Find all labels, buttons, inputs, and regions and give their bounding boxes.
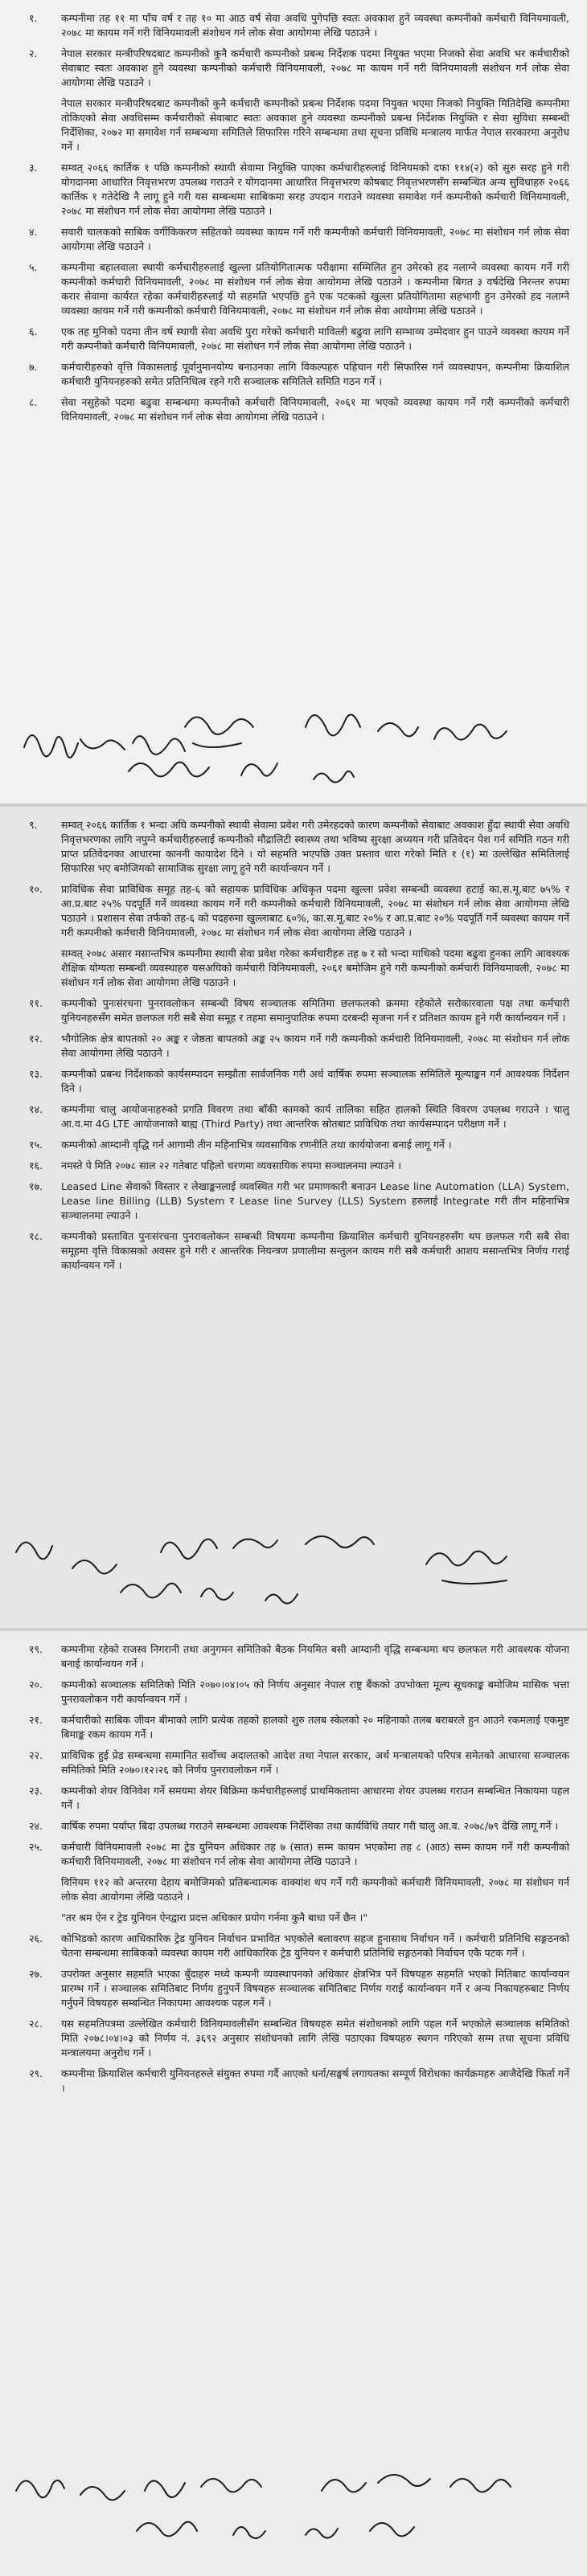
point-number: २३. (29, 1785, 43, 1797)
agreement-point (18, 1642, 569, 1671)
point-text: विनियम ११२ को अन्तरमा देहाय बमोजिमको प्रतिबन्धात्मक वाक्यांश थप गर्ने गरी कम्पनीको कर्मचारी विनियमावली, २०७८ मा संशोधन गर्न लोक सेवा आयोगमा लेखि पठाउने । (61, 1876, 569, 1903)
point-number: १. (29, 12, 38, 24)
signature-block (0, 683, 587, 803)
document-page-3 (0, 1631, 587, 2576)
signature-4 (137, 2522, 414, 2538)
point-number: १८. (29, 1230, 43, 1242)
point-text: कम्पनीको शेयर विनिवेश गर्ने समयमा शेयर बिक्रिमा कर्मचारीहरुलाई प्राथमिकतामा आधारमा शेयर उपलब्ध गराउन सम्बन्धित निकायमा पहल गर्ने । (61, 1785, 569, 1811)
point-text: सवारी चालकको साबिक वर्गीकिकरण सहितको व्यवस्था कायम गर्ने गरी कम्पनीको कर्मचारी विनियमावली, २०७८ मा संशोधन गर्न लोक सेवा आयोगमा लेखि पठाउने । (61, 226, 569, 252)
document-page-1 (0, 0, 587, 803)
agreement-point (18, 1875, 569, 1904)
signatures-graphic (0, 2443, 587, 2563)
point-text: कम्पनीको पुनःसंरचना पुनरावलोकन सम्बन्धी विषय सञ्चालक समितिमा छलफलको क्रममा रहेकोले सरोकारवाला पक्ष तथा कर्मचारी युनियनहरुसँग समेत छलफल गरी सबै सेवा समूह र तहमा समानुपातिक रुपमा दरबन्दी सृजना गर्न र प्रतिशत कायम हुने गरी कार्यान्वयन गर्ने । (61, 997, 569, 1024)
point-text: कर्मचारी विनियमावली २०७८ मा ट्रेड युनियन अधिकार तह ७ (सात) सम्म कायम भएकोमा तह ८ (आठ) सम्म कायम गर्ने गरी कम्पनीको कर्मचारी विनियमावली, २०७८ मा संशोधन गर्न लोक सेवा आयोगमा लेखि पठाउने । (61, 1841, 569, 1867)
point-number: २. (29, 47, 38, 59)
point-text: "तर श्रम ऐन र ट्रेड युनियन ऐनद्वारा प्रदत्त अधिकार प्रयोग गर्नमा कुनै बाधा पर्ने छैन ।" (61, 1912, 368, 1924)
signature-1 (16, 2480, 125, 2500)
point-text: कम्पनीको प्रबन्ध निर्देशकको कार्यसम्पादन सम्झौता सार्वजनिक गरी अर्ध वार्षिक रुपमा सञ्चालक समितिले मूल्याङ्कन गर्न आवश्यक निर्देशन दिने । (61, 1068, 569, 1094)
point-text: नेपाल सरकार मन्त्रीपरिषदबाट कम्पनीको कुनै कर्मचारी कम्पनीको प्रबन्ध निर्देशक पदमा नियुक्त भएमा निजको सेवा अवधि भर कर्मचारीको सेवाबाट स्वतः अवकाश हुने व्यवस्था कम्पनीको कर्मचारी विनियमावली, २०७८ मा कायम गर्ने गरी विनियमावली संशोधन गर्न लोक सेवा आयोगमा लेखि पठाउने । (61, 47, 569, 88)
agreement-point (18, 1102, 569, 1131)
signature-3 (322, 2475, 511, 2492)
point-text: उपरोक्त अनुसार सहमति भएका बुँदाहरु मध्ये कम्पनी व्यवस्थापनको अधिकार क्षेत्रभित्र पर्ने विषयहरु सहमति भएको मितिबाट कार्यान्वयन प्रारम्भ गर्ने । सञ्चालक समितिबाट निर्णय हुनुपर्ने विषयहरु सञ्चालक समितिबाट निर्णय गराई कार्यान्वयन गर्ने र अन्य निकायहरुबाट निर्णय गर्नुपर्ने विषयहरु सम्बन्धित निकायमा आवश्यक पहल गर्ने । (61, 1968, 569, 2009)
point-number: १०. (29, 883, 43, 895)
agreement-point (18, 1819, 569, 1834)
point-number: ११. (29, 997, 43, 1009)
agreement-point (18, 260, 569, 318)
agreement-point (18, 1840, 569, 1869)
signature-3 (306, 714, 507, 739)
point-text: यस सहमतिपत्रमा उल्लेखित कर्मचारी विनियमावलीसँग सम्बन्धित विषयहरु समेत संशोधनको लागि पहल गर्ने भएकोले सञ्चालक समितिको मिति २०७८।०४।०३ को निर्णय नं. ३६९२ अनुसार संशोधनको लागि लेखि पठाएका विषयहरु स्थगन गरिएको सम्म तथा सूचना प्रविधि मन्त्रालयमा अनुरोध गर्ने । (61, 2018, 569, 2059)
point-text: सम्वत् २०७८ असार मसान्तभित्र कम्पनीमा स्थायी सेवा प्रवेश गरेका कर्मचारीहरु तह ७ र सो भन्दा माथिको पदमा बढुवा हुनका लागि आवश्यक शैक्षिक योग्यता सम्बन्धी व्यवस्थाहरु यसअघिको कर्मचारी विनियमावली, २०६१ बमोजिम हुने गरी कम्पनीको कर्मचारी विनियमावली, २०७८ मा संशोधन गर्न लोक सेवा आयोगमा लेखि पठाउने । (61, 947, 569, 988)
point-text: कम्पनीको आम्दानी वृद्धि गर्न आगामी तीन महिनाभित्र व्यवसायिक रणनीति तथा कार्ययोजना बनाई लागू गर्ने । (61, 1139, 452, 1151)
signature-4 (129, 763, 354, 783)
agreement-point (18, 1784, 569, 1813)
agreement-point (18, 360, 569, 389)
point-number (18, 96, 61, 154)
signature-2 (145, 2479, 261, 2497)
agreement-point (18, 1932, 569, 1961)
point-number: २८. (29, 2018, 43, 2030)
point-number (18, 947, 61, 990)
agreement-point (18, 325, 569, 354)
agreement-point (18, 1967, 569, 2010)
agreement-point (18, 2017, 569, 2060)
point-text: एक तह मुनिको पदमा तीन वर्ष स्थायी सेवा अवधि पुरा गरेको कर्मचारी मावित्ली बढुवा लागि सम्भाव्य उम्मेदवार हुन पाउने व्यवस्था कायम गर्ने गरी कम्पनीको कर्मचारी विनियमावली, २०७८ मा संशोधन गर्न लोक सेवा आयोगमा लेखि पठाउने । (61, 325, 569, 352)
agreement-point (18, 1032, 569, 1061)
point-text: भौगोलिक क्षेत्र बापतको २० अङ्क र जेष्ठता बापतको अङ्क २५ कायम गर्ने गरी कम्पनीको कर्मचारी विनियमावली, २०७८ मा संशोधन गर्न लोक सेवा आयोगमा लेखि पठाउने । (61, 1032, 569, 1059)
agreement-point (18, 1678, 569, 1707)
point-number (18, 1875, 61, 1904)
point-number: ६. (29, 325, 38, 337)
point-text: कम्पनीको सञ्चालक समितिको मिति २०७०।०४।०५ को निर्णय अनुसार नेपाल राष्ट्र बैंकको उपभोक्ता मूल्य सूचकाङ्क बमोजिम मासिक भत्ता पुनरावलोकन गरी कार्यान्वयन गर्ने । (61, 1678, 569, 1705)
agreement-point (18, 1911, 569, 1925)
point-text: कम्पनीमा रहेको राजस्व निगरानी तथा अनुगमन समितिको बैठक नियमित बसी आम्दानी वृद्धि सम्बन्धमा थप छलफल गरी आवश्यक योजना बनाई कार्यान्वयन गर्ने । (61, 1643, 569, 1670)
agreement-point (18, 882, 569, 940)
point-text: कम्पनीमा तह ११ मा पाँच वर्ष र तह १० मा आठ वर्ष सेवा अवधि पुगेपछि स्वतः अवकाश हुने व्यवस्था कम्पनीको कर्मचारी विनियमावली, २०७८ मा कायम गर्ने गरी विनियमावली संशोधन गर्न लोक सेवा आयोगमा लेखि पठाउने । (61, 12, 569, 39)
signature-2 (185, 718, 253, 748)
agreement-point (18, 1713, 569, 1742)
agreement-point (18, 1159, 569, 1173)
point-text: कम्पनीको प्रस्तावित पुनःसंरचना पुनरावलोकन सम्बन्धी विषयमा कम्पनीमा क्रियाशिल कर्मचारी युनियनहरुसँग थप छलफल गरी सबै सेवा समूहमा वृत्ति विकासको अवसर हुने गरी र आन्तरिक नियन्त्रण प्रणालीमा सन्तुलन कायम गरी सबै कर्मचारी आशय मसान्तभित्र निर्णय गराई कार्यान्वयन गर्ने । (61, 1230, 569, 1271)
agreement-point (18, 11, 569, 40)
agreement-point (18, 96, 569, 154)
agreement-point (18, 225, 569, 254)
agreement-point (18, 818, 569, 876)
point-text: सम्वत् २०६६ कार्तिक १ भन्दा अघि कम्पनीको स्थायी सेवामा प्रवेश गरी उमेरहदको कारण कम्पनीको सेवाबाट अवकाश हुँदा स्थायी सेवा अवधि निवृत्तभरणका लागि नपुग्ने कर्मचारीहरुलाई कम्पनीको मौद्रालिटी स्वास्थ्य तथा भविष्य सुरक्षा अध्ययन गरी प्रतिवेदन पेश गर्न समिति गठन गरी प्राप्त प्रतिवेदनका आधारमा काननी कायादेश दिने । यो सहमति भएपछि उक्त प्रस्ताव धारा गरेको मिति १ (१) मा उल्लेखित समितिलाई सिफारिस भए बमोजिमको सामाजिक सुरक्षा लागू हुने गरी कार्यान्वयन गर्ने । (61, 819, 569, 874)
point-number: २७. (29, 1968, 43, 1980)
point-text: Leased Line सेवाको विस्तार र लेखाङ्कनलाई व्यवस्थित गरी भर प्रमाणकारी बनाउन Lease line Automation (LLA) System, Lease line Billing (LLB) System र Lease line Survey (LLS) System हरुलाई Integrate गरी तीन महिनाभित्र सञ्चालनमा ल्याउने । (61, 1180, 569, 1221)
point-text: कर्मचारीहरुको वृत्ति विकासलाई पूर्वानुमानयोग्य बनाउनका लागि विकल्पहरु पहिचान गरी सिफारिस गर्न व्यवस्थापन, कम्पनीमा क्रियाशिल कर्मचारी युनियनहरुको समेत प्रतिनिधित्व रहने गरी सञ्चालक समितिले समिति गठन गर्ने । (61, 361, 569, 387)
point-text: कम्पनीमा चालु आयोजनाहरुको प्रगति विवरण तथा बाँकी कामको कार्य तालिका सहित हालको स्थिति विवरण उपलब्ध गराउने । चालु आ.व.मा 4G LTE आयोजनाको बाह्य (Third Party) तथा आन्तरिक स्रोतबाट प्राविधिक तथा कार्यसम्पादन परीक्षण गर्ने । (61, 1103, 569, 1130)
point-number: १४. (29, 1103, 43, 1115)
point-number: ३. (29, 162, 38, 174)
point-text: कर्मचारीको साबिक जीवन बीमाको लागि प्रत्येक तहको हालको शुरु तलब स्केलको २० महिनाको तलब बराबरले हुन आउने रकमलाई एकमुष्ट बिमाङ्क रकम कायम गर्ने । (61, 1714, 569, 1740)
point-number: ९. (29, 819, 38, 831)
signature-1 (24, 735, 185, 758)
point-number: ८. (29, 396, 38, 408)
signatures-graphic (0, 1504, 587, 1625)
agreement-point (18, 47, 569, 90)
point-text: कोभिडको कारण आधिकारिक ट्रेड युनियन निर्वाचन प्रभावित भएकोले बलावरण सहज हुनासाथ निर्वाचन गर्ने । कर्मचारी प्रतिनिधि सङ्गठनको चेतना सम्बन्धमा साबिकको व्यवस्था कायम गरी आधिकारिक ट्रेड युनियन र कर्मचारी प्रतिनिधि सङ्गठनको निर्वाचन एकै पटक गर्ने । (61, 1932, 569, 1959)
point-text: कम्पनीमा क्रियाशिल कर्मचारी युनियनहरुले संयुक्त रुपमा गर्दै आएको धर्ना/सङ्घर्ष लगायतका सम्पूर्ण विरोधका कार्यक्रमहरु आजैदेखि फिर्ता गर्ने । (61, 2067, 569, 2094)
point-number: ५. (29, 261, 38, 273)
point-number: १७. (29, 1180, 43, 1192)
agreement-point (18, 947, 569, 990)
agreement-point (18, 2067, 569, 2096)
point-text: वार्षिक रुपमा पर्याप्त बिदा उपलब्ध गराउने सम्बन्धमा आवश्यक निर्देशिका तथा कार्यविधि तयार गरी चालु आ.व. २०७८/७९ देखि लागू गर्ने । (61, 1820, 559, 1832)
point-text: सेवा नसुहेको पदमा बढुवा सम्बन्धमा कम्पनीको कर्मचारी विनियमावली, २०६१ मा भएको व्यवस्था कायम गर्ने गरी कम्पनीको कर्मचारी विनियमावली, २०७८ मा संशोधन गर्न लोक सेवा आयोगमा लेखि पठाउने । (61, 396, 569, 423)
point-text: प्राविधिक हुई प्रेड सम्बन्धमा सम्मानित सर्वोच्च अदालतको आदेश तथा नेपाल सरकार, अर्थ मन्त्रालयको परिपत्र समेतको आधारमा सञ्चालक समितिको मिति २०७०।१२।२६ को निर्णय पुनरावलोकन गर्ने । (61, 1749, 569, 1776)
point-number: २९. (29, 2067, 43, 2079)
point-number: २५. (29, 1841, 43, 1853)
agreement-point (18, 1067, 569, 1096)
point-number: १२. (29, 1032, 43, 1045)
point-text: सम्वत् २०६६ कार्तिक १ पछि कम्पनीको स्थायी सेवामा नियुक्ति पाएका कर्मचारीहरुलाई विनियमको दफा ११४(२) को सुरु सरह हुने गरी योगदानमा आधारित निवृत्तभरण उपलब्ध गराउने र योगदानमा आधारित निवृत्तभरण कोषबाट निवृत्तभरणसँग सम्बन्धित अन्य सुविधाहरु २०६६ कार्तिक १ गतेदेखि नै लागू हुने गरी यस सम्बन्धमा साबिकमा सरह उपदान गराउने व्यवस्था समावेश गर्न कम्पनीको कर्मचारी विनियमावली, २०७८ मा संशोधन गर्न लोक सेवा आयोगमा लेखि पठाउने । (61, 162, 569, 217)
point-number: १९. (29, 1643, 43, 1655)
agreement-point (18, 161, 569, 219)
agreement-point (18, 1229, 569, 1273)
signature-3 (426, 1552, 507, 1584)
point-text: नेपाल सरकार मन्त्रीपरिषदबाट कम्पनीको कुनै कर्मचारी कम्पनीको प्रबन्ध निर्देशक पदमा नियुक्त भएमा निजको नियुक्ति मितिदेखि कम्पनीमा तोकिएको सेवा अवधिसम्म कर्मचारीको सेवाबाट स्वतः अवकाश हुने व्यवस्था कम्पनीको प्रबन्ध निर्देशक नियुक्ति र सेवा सुविधा सम्बन्धी निर्देशिका, २०७२ मा समावेश गर्न सम्बन्धमा समितिले सिफारिस गरिने सम्बन्धमा तथा सूचना प्रविधि मन्त्रालय मार्फत नेपाल सरकारमा अनुरोध गर्ने । (61, 97, 569, 153)
point-number: २१. (29, 1714, 43, 1726)
point-text: प्राविधिक सेवा प्राविधिक समूह तह-६ को सहायक प्राविधिक अधिकृत पदमा खुल्ला प्रवेश सम्बन्धी व्यवस्था हटाई का.स.मू.बाट ७५% र आ.प्र.बाट २५% पदपूर्ति गर्ने व्यवस्था कायम गर्ने गरी कम्पनीको कर्मचारी विनियमावली, २०७८ मा संशोधन गर्न लोक सेवा आयोगमा लेखि पठाउने । प्रशासन सेवा तर्फको तह-६ को पदहरुमा खुल्लाबाट ६०%, का.स.मू.बाट २०% र आ.प्र.बाट २०% पदपूर्ति गर्ने व्यवस्था कायम गर्ने गरी कम्पनीको कर्मचारी विनियमावली, २०७८ मा संशोधन गर्न लोक सेवा आयोगमा लेखि पठाउने । (61, 883, 569, 938)
agreement-point (18, 395, 569, 424)
agreement-point (18, 1138, 569, 1152)
point-number: १५. (29, 1139, 43, 1151)
signature-1 (16, 1543, 117, 1574)
point-number (18, 1911, 61, 1925)
signature-2 (161, 1536, 374, 1559)
point-number: ७. (29, 361, 38, 373)
point-number: २२. (29, 1749, 43, 1761)
signature-block (0, 1504, 587, 1625)
point-number: १३. (29, 1068, 43, 1080)
point-number: २०. (29, 1678, 43, 1691)
agreement-point (18, 1180, 569, 1223)
signature-block (0, 2443, 587, 2563)
point-number: २६. (29, 1932, 43, 1944)
point-number: १६. (29, 1159, 43, 1171)
point-text: नमस्ते पे मिति २०७८ साल २२ गतेबाट पहिलो चरणमा व्यवसायिक रुपमा सञ्चालनमा ल्याउने । (61, 1159, 401, 1171)
agreement-point (18, 996, 569, 1025)
point-text: कम्पनीमा बहालवाला स्थायी कर्मचारीहरुलाई खुल्ला प्रतियोगितात्मक परीक्षामा सम्मिलित हुन उमेरको हद नलाग्ने व्यवस्था कायम गर्ने गरी कम्पनीको कर्मचारी विनियमावली, २०७८ मा संशोधन गर्न लोक सेवा आयोगमा लेखि पठाउने । कम्पनीमा बिगत ३ वर्षदेखि निरन्तर रुपमा करार सेवामा कार्यरत रहेका कर्मचारीहरुलाई यो सहमति भएपछि हुने एक पटकको खुल्ला प्रतियोगितामा सहभागी हुन उमेरको हद नलाग्ने व्यवस्था कायम गर्ने गरी कम्पनीको कर्मचारी विनियमावली, २०७८ मा संशोधन गर्न लोक सेवा आयोगमा लेखि पठाउने । (61, 261, 569, 317)
agreement-point (18, 1748, 569, 1777)
point-number: २४. (29, 1820, 43, 1832)
signatures-graphic (0, 683, 587, 803)
point-number: ४. (29, 226, 38, 238)
document-page-2 (0, 807, 587, 1628)
signature-4 (121, 1584, 298, 1604)
